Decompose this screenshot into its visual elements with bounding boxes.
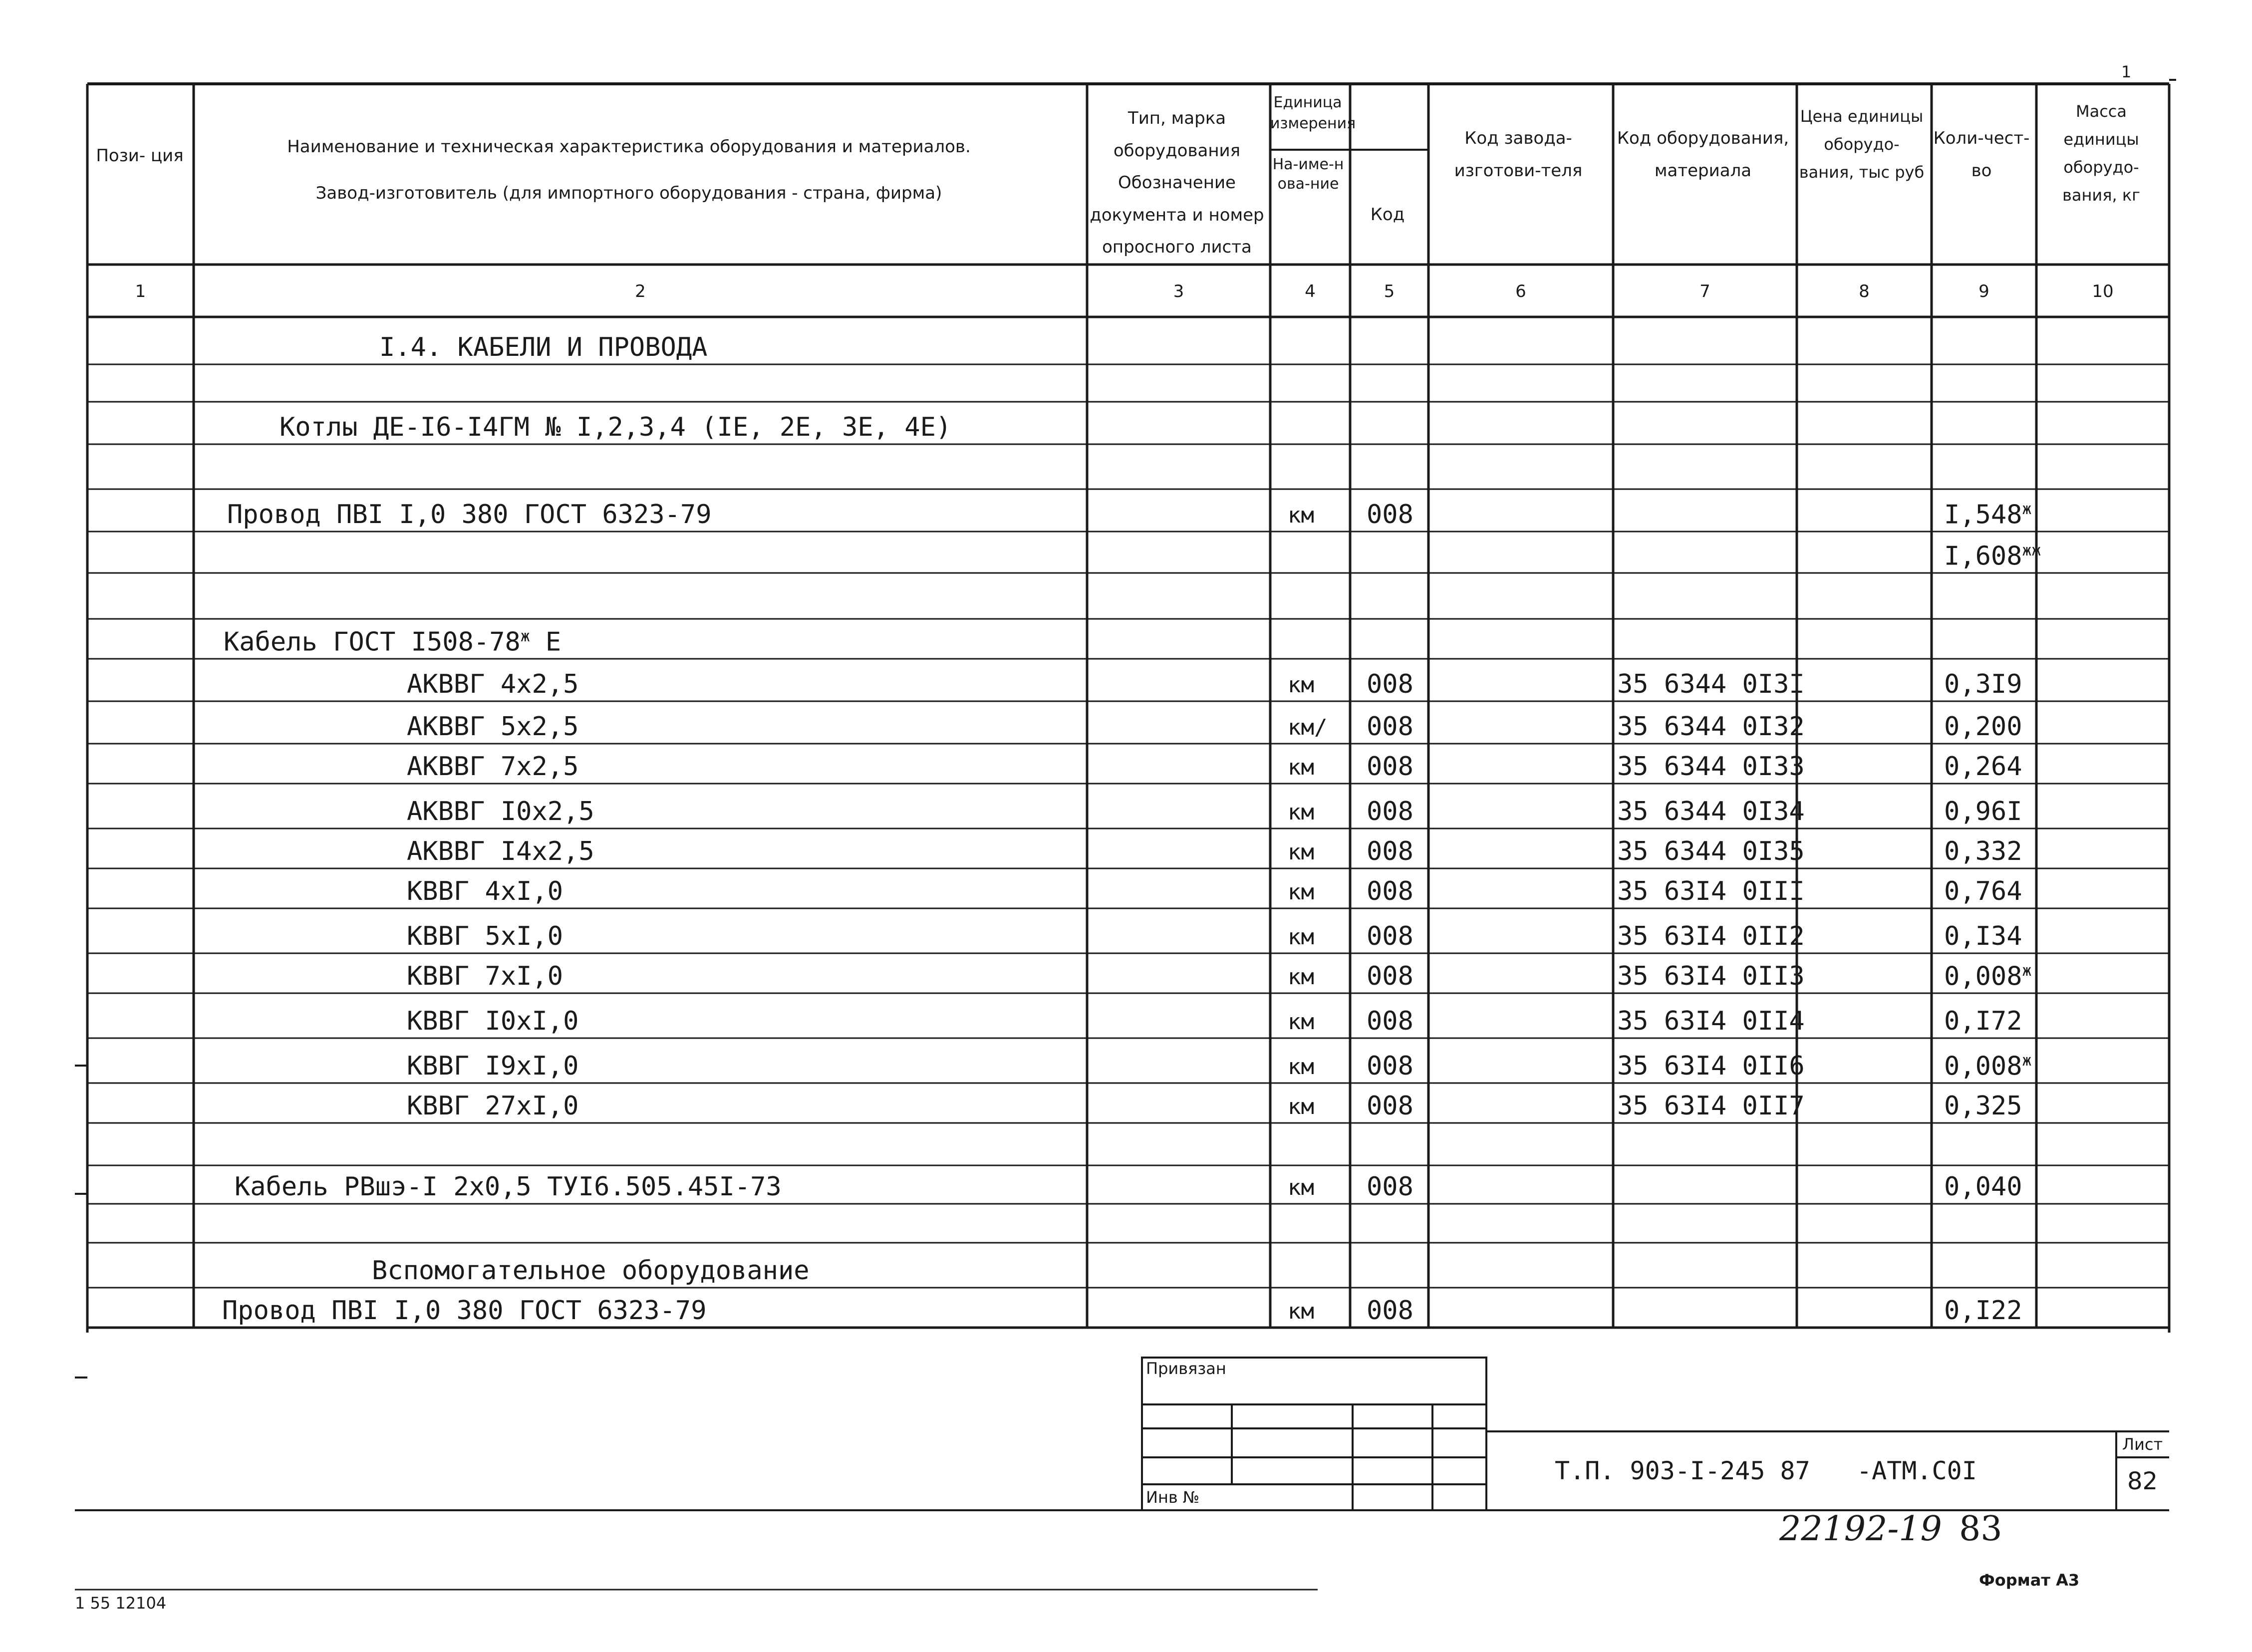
row-unit: км — [1288, 1299, 1314, 1324]
row-unit: км — [1288, 924, 1314, 950]
row-unit-code: 008 — [1367, 836, 1413, 866]
column-number: 6 — [1515, 281, 1526, 301]
column-number: 10 — [2092, 281, 2114, 301]
stamp-bound-label: Привязан — [1146, 1359, 1226, 1378]
format-label: Формат А3 — [1979, 1571, 2080, 1590]
row-material-code: 35 63I4 0II2 — [1617, 921, 1805, 951]
row-unit-code: 008 — [1367, 1006, 1413, 1036]
row-name: КВВГ I9xI,0 — [407, 1051, 579, 1081]
row-name: КВВГ 7xI,0 — [407, 961, 563, 991]
column-number: 2 — [635, 281, 646, 301]
stamp-sheet-number: 82 — [2127, 1467, 2158, 1495]
row-name: Кабель РВшэ-I 2x0,5 ТУI6.505.45I-73 — [235, 1172, 782, 1202]
corner-mark: 1 — [2121, 62, 2132, 81]
stamp-sheet-label: Лист — [2122, 1435, 2163, 1454]
row-quantity: 0,200 — [1944, 712, 2022, 742]
row-name: Провод ПВI I,0 380 ГОСТ 6323-79 — [222, 1296, 707, 1326]
row-quantity: 0,I22 — [1944, 1296, 2022, 1326]
header-col-name-line1: Наименование и техническая характеристика оборудования и материалов. — [287, 137, 971, 157]
header-col-material-code: Код оборудования, материала — [1617, 128, 1789, 181]
row-unit-code: 008 — [1367, 1051, 1413, 1081]
row-unit: км — [1288, 964, 1314, 990]
row-name: КВВГ 27xI,0 — [407, 1091, 579, 1121]
column-number: 1 — [135, 281, 146, 301]
row-quantity: 0,96I — [1944, 797, 2022, 826]
row-name: АКВВГ 7x2,5 — [407, 752, 579, 782]
header-col-unit-code: Код — [1370, 205, 1405, 225]
row-unit: км — [1288, 800, 1314, 825]
header-col-name-line2: Завод-изготовитель (для импортного оборудования - страна, фирма) — [315, 183, 942, 203]
column-number: 7 — [1699, 281, 1710, 301]
row-quantity: $0,008^ж$ — [1944, 961, 2032, 992]
header-col-unit-group: Единица измерения — [1270, 94, 1356, 132]
row-unit: км — [1288, 1094, 1314, 1119]
row-name: Котлы ДЕ-I6-I4ГМ № I,2,3,4 (IE, 2E, 3E, 4E) — [280, 412, 952, 442]
row-name: I.4. КАБЕЛИ И ПРОВОДА — [379, 332, 708, 362]
row-unit: км — [1288, 672, 1314, 698]
row-quantity: 0,764 — [1944, 876, 2022, 906]
header-col-maker-code: Код завода-изготови-теля — [1454, 128, 1583, 181]
header-col-type: Тип, марка оборудования Обозначение документа и номер опросного листа — [1090, 108, 1264, 258]
row-quantity: 0,040 — [1944, 1172, 2022, 1202]
row-unit: км — [1288, 1175, 1314, 1200]
row-unit: км — [1288, 1054, 1314, 1080]
row-material-code: 35 6344 0I35 — [1617, 836, 1805, 866]
row-quantity: 0,I34 — [1944, 921, 2022, 951]
row-unit-code: 008 — [1367, 752, 1413, 782]
header-col-position: Пози- ция — [96, 146, 184, 166]
row-unit-code: 008 — [1367, 1296, 1413, 1326]
row-unit-code: 008 — [1367, 797, 1413, 826]
row-unit: км — [1288, 879, 1314, 905]
row-unit: км — [1288, 839, 1314, 865]
row-material-code: 35 6344 0I3I — [1617, 669, 1805, 699]
column-number: 5 — [1384, 281, 1395, 301]
row-material-code: 35 63I4 0III — [1617, 876, 1805, 906]
column-number: 9 — [1978, 281, 1989, 301]
row-unit: км — [1288, 755, 1314, 780]
row-material-code: 35 63I4 0II7 — [1617, 1091, 1805, 1121]
row-name: Вспомогательное оборудование — [372, 1256, 810, 1286]
row-unit-code: 008 — [1367, 669, 1413, 699]
stamp-inv-label: Инв № — [1146, 1488, 1200, 1507]
header-col-unit-name: На-име-нова-ние — [1272, 156, 1344, 193]
row-material-code: 35 63I4 0II4 — [1617, 1006, 1805, 1036]
row-name: АКВВГ I4x2,5 — [407, 836, 594, 866]
row-name: АКВВГ I0x2,5 — [407, 797, 594, 826]
row-name: АКВВГ 5x2,5 — [407, 712, 579, 742]
row-unit-code: 008 — [1367, 500, 1413, 530]
handwritten-number: 22192-19 — [1779, 1509, 1942, 1549]
column-number: 8 — [1859, 281, 1870, 301]
row-name: Кабель ГОСТ $I508-78^ж$ Е — [224, 627, 562, 657]
row-unit: км — [1288, 503, 1314, 528]
stamp-doc-suffix: -АТМ.С0I — [1857, 1456, 1977, 1485]
row-name: Провод ПВI I,0 380 ГОСТ 6323-79 — [227, 500, 712, 530]
row-unit-code: 008 — [1367, 961, 1413, 991]
row-material-code: 35 6344 0I32 — [1617, 712, 1805, 742]
row-material-code: 35 6344 0I33 — [1617, 752, 1805, 782]
row-quantity: 0,3I9 — [1944, 669, 2022, 699]
header-col-price: Цена единицы оборудо-вания, тыс руб — [1799, 107, 1925, 182]
row-quantity: 0,325 — [1944, 1091, 2022, 1121]
row-unit-code: 008 — [1367, 876, 1413, 906]
row-quantity: 0,264 — [1944, 752, 2022, 782]
row-material-code: 35 63I4 0II3 — [1617, 961, 1805, 991]
row-name: КВВГ 4xI,0 — [407, 876, 563, 906]
row-unit: км/ — [1288, 715, 1328, 740]
row-name: АКВВГ 4x2,5 — [407, 669, 579, 699]
row-quantity: $0,008^ж$ — [1944, 1051, 2032, 1082]
row-unit-code: 008 — [1367, 1172, 1413, 1202]
row-quantity: $I,548^ж$ — [1944, 500, 2032, 530]
row-unit: км — [1288, 1009, 1314, 1035]
row-name: КВВГ I0xI,0 — [407, 1006, 579, 1036]
row-quantity: 0,332 — [1944, 836, 2022, 866]
row-quantity: 0,I72 — [1944, 1006, 2022, 1036]
row-material-code: 35 63I4 0II6 — [1617, 1051, 1805, 1081]
handwritten-page: 83 — [1959, 1509, 2002, 1549]
column-number: 3 — [1173, 281, 1184, 301]
header-col-quantity: Коли-чест-во — [1933, 128, 2030, 181]
row-material-code: 35 6344 0I34 — [1617, 797, 1805, 826]
row-quantity: $I,608^{жж}$ — [1944, 541, 2041, 571]
column-number: 4 — [1305, 281, 1316, 301]
row-unit-code: 008 — [1367, 921, 1413, 951]
header-col-mass: Масса единицы оборудо-вания, кг — [2062, 102, 2140, 205]
stamp-doc-number: Т.П. 903-I-245 87 — [1555, 1456, 1810, 1485]
footer-code: 1 55 12104 — [75, 1594, 167, 1613]
row-unit-code: 008 — [1367, 1091, 1413, 1121]
row-name: КВВГ 5xI,0 — [407, 921, 563, 951]
row-unit-code: 008 — [1367, 712, 1413, 742]
